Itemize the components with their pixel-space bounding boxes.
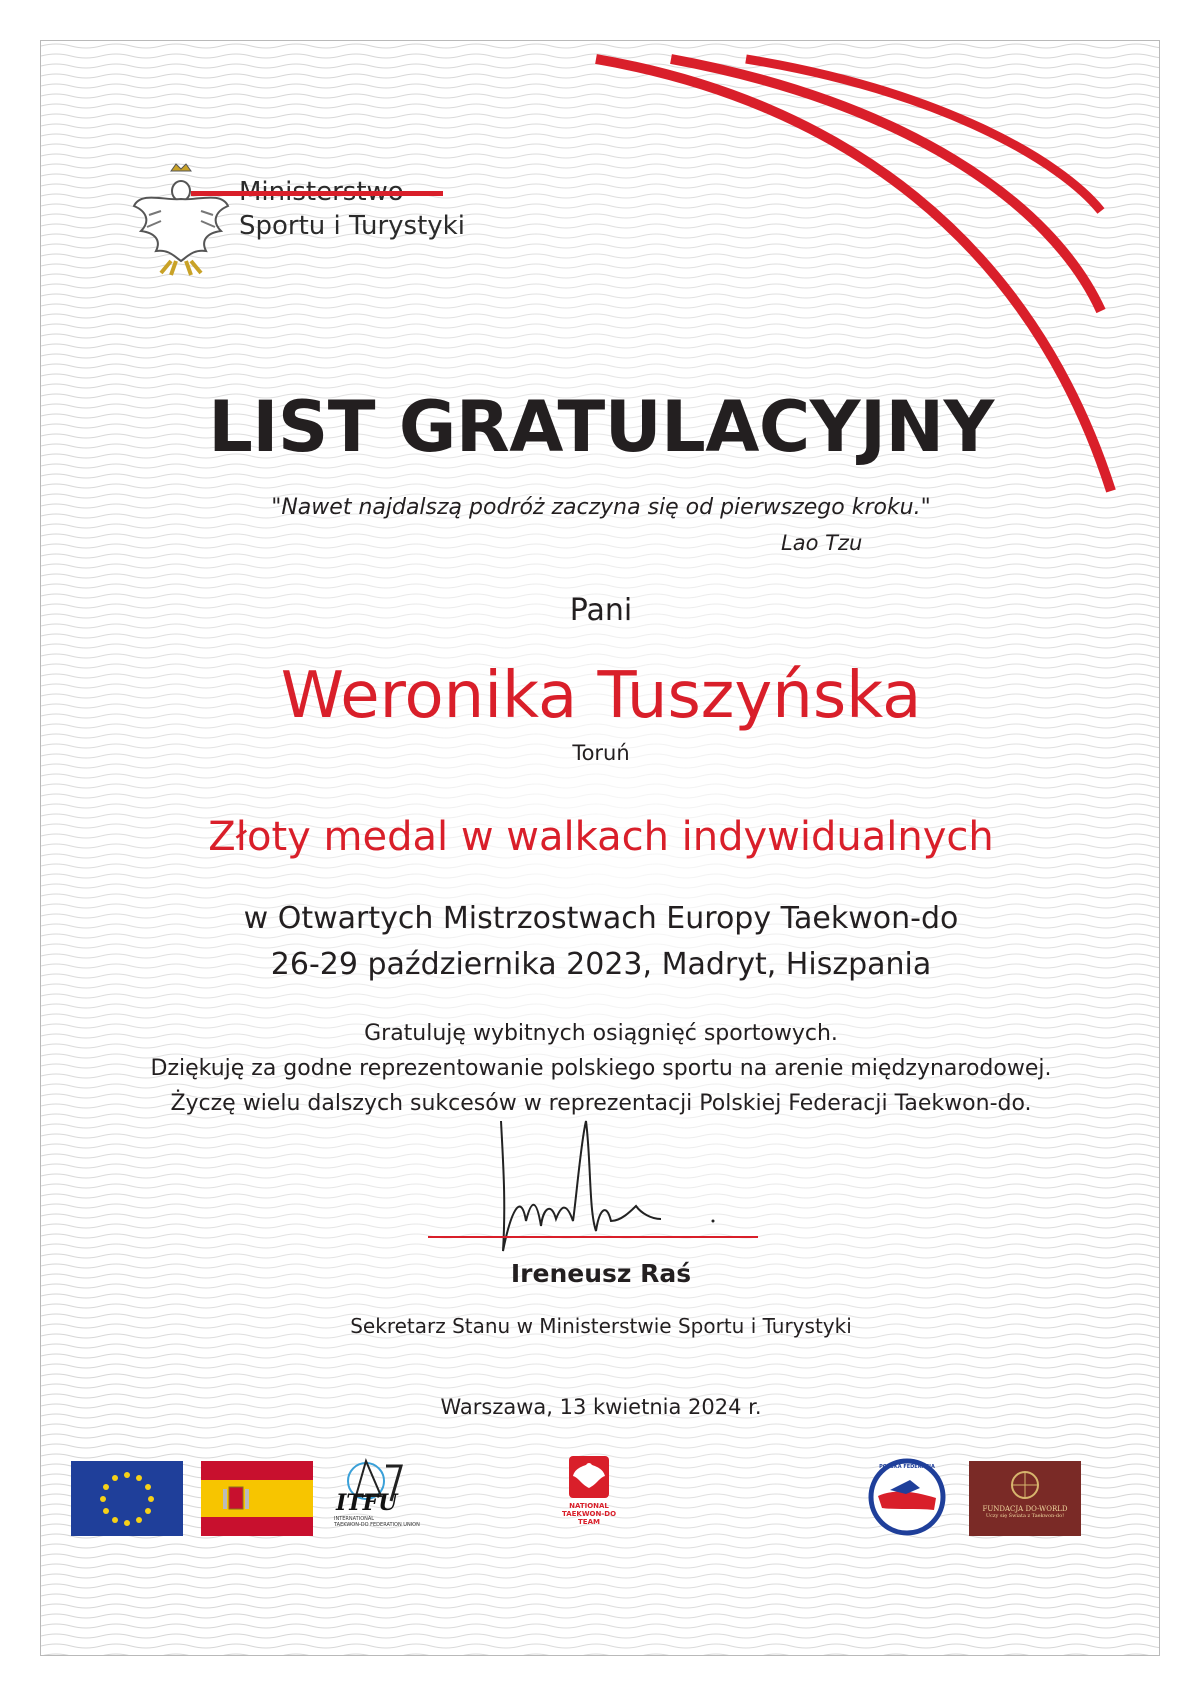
- ministry-red-underline: [191, 191, 443, 196]
- polska-federacja-logo: [866, 1458, 948, 1536]
- greeting-line-1: Gratuluję wybitnych osiągnięć sportowych.: [364, 1021, 838, 1046]
- sponsor-logos: [71, 1456, 1131, 1536]
- polish-eagle-icon: [131, 161, 231, 281]
- national-team-line-1: NATIONAL: [569, 1502, 609, 1510]
- document-title: LIST GRATULACYJNY: [208, 386, 994, 468]
- event-description: [41, 896, 1160, 988]
- national-team-line-3: TEAM: [578, 1518, 600, 1526]
- quote-author: Lao Tzu: [781, 531, 863, 555]
- signer-name: Ireneusz Raś: [510, 1259, 692, 1288]
- do-world-line-1: FUNDACJA DO-WORLD: [982, 1505, 1068, 1513]
- signature-line: [428, 1236, 758, 1238]
- itfu-sub-1: INTERNATIONAL: [334, 1516, 375, 1522]
- greeting-line-2: Dziękuję za godne reprezentowanie polskiego sportu na arenie międzynarodowej.: [150, 1056, 1052, 1081]
- national-team-eagle-icon: [565, 1456, 613, 1498]
- do-world-line-2: Uczy się Świata z Taekwon-do!: [985, 1513, 1065, 1519]
- salutation: Pani: [569, 593, 633, 628]
- greeting-line-3: Życzę wielu dalszych sukcesów w reprezentacji Polskiej Federacji Taekwon-do.: [170, 1091, 1032, 1116]
- recipient-city: Toruń: [572, 741, 630, 765]
- place-date: Warszawa, 13 kwietnia 2024 r.: [440, 1395, 762, 1419]
- recipient-name: Weronika Tuszyńska: [280, 659, 922, 733]
- do-world-globe-icon: [1007, 1469, 1043, 1501]
- event-line-1: w Otwartych Mistrzostwach Europy Taekwon-do: [243, 901, 959, 936]
- itfu-logo-text: ITFU: [336, 1490, 398, 1516]
- certificate: [40, 40, 1160, 1656]
- ministry-name: [239, 175, 465, 243]
- quote: "Nawet najdalszą podróż zaczyna się od pierwszego kroku.": [271, 495, 931, 520]
- do-world-logo: [969, 1461, 1081, 1536]
- polska-federacja-text: POLSKA FEDERACJA: [879, 1464, 935, 1470]
- national-team-logo: [559, 1456, 619, 1536]
- itfu-sub-2: TAEKWON-DO FEDERATION UNION: [334, 1522, 420, 1528]
- event-line-2: 26-29 października 2023, Madryt, Hiszpania: [270, 947, 932, 982]
- ministry-logo: [131, 161, 551, 321]
- signer-title: Sekretarz Stanu w Ministerstwie Sportu i Turystyki: [350, 1314, 852, 1338]
- ministry-name-line2: Sportu i Turystyki: [239, 211, 465, 241]
- national-team-line-2: TAEKWON-DO: [561, 1510, 617, 1518]
- achievement: Złoty medal w walkach indywidualnych: [208, 814, 994, 860]
- itfu-logo: [326, 1456, 436, 1536]
- eu-flag-icon: [71, 1461, 183, 1536]
- spain-flag-icon: [201, 1461, 313, 1536]
